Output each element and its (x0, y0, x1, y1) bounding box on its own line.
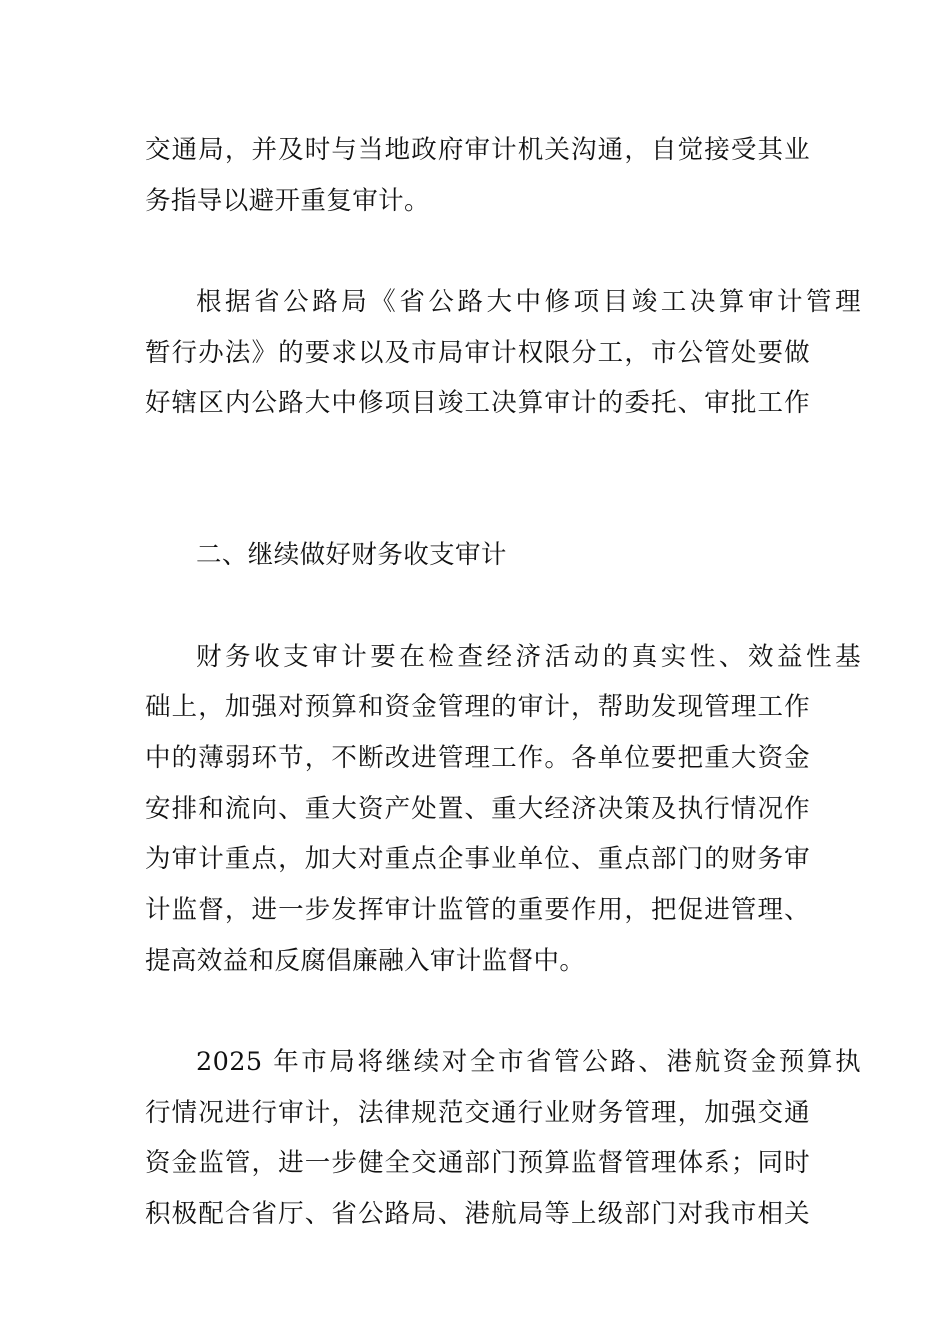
paragraph-line: 财务收支审计要在检查经济活动的真实性、效益性基 (196, 642, 861, 672)
paragraph-line: 交通局，并及时与当地政府审计机关沟通，自觉接受其业 (145, 135, 810, 165)
paragraph-line: 2025 年市局将继续对全市省管公路、港航资金预算执 (196, 1047, 861, 1077)
paragraph-line: 础上，加强对预算和资金管理的审计，帮助发现管理工作 (145, 692, 810, 722)
paragraph-line: 行情况进行审计，法律规范交通行业财务管理，加强交通 (145, 1098, 810, 1128)
paragraph-line: 资金监管，进一步健全交通部门预算监督管理体系；同时 (145, 1148, 810, 1178)
paragraph-line: 中的薄弱环节，不断改进管理工作。各单位要把重大资金 (145, 743, 810, 773)
paragraph-line: 好辖区内公路大中修项目竣工决算审计的委托、审批工作 (145, 388, 810, 418)
paragraph-line: 安排和流向、重大资产处置、重大经济决策及执行情况作 (145, 794, 810, 824)
paragraph-line: 积极配合省厅、省公路局、港航局等上级部门对我市相关 (145, 1199, 810, 1229)
paragraph-line: 根据省公路局《省公路大中修项目竣工决算审计管理 (196, 287, 861, 317)
paragraph-line: 为审计重点，加大对重点企事业单位、重点部门的财务审 (145, 844, 810, 874)
paragraph-line: 计监督，进一步发挥审计监管的重要作用，把促进管理、 (145, 895, 810, 925)
paragraph-line: 务指导以避开重复审计。 (145, 186, 430, 216)
section-heading: 二、继续做好财务收支审计 (196, 540, 507, 570)
paragraph-line: 暂行办法》的要求以及市局审计权限分工，市公管处要做 (145, 338, 810, 368)
paragraph-line: 提高效益和反腐倡廉融入审计监督中。 (145, 946, 586, 976)
